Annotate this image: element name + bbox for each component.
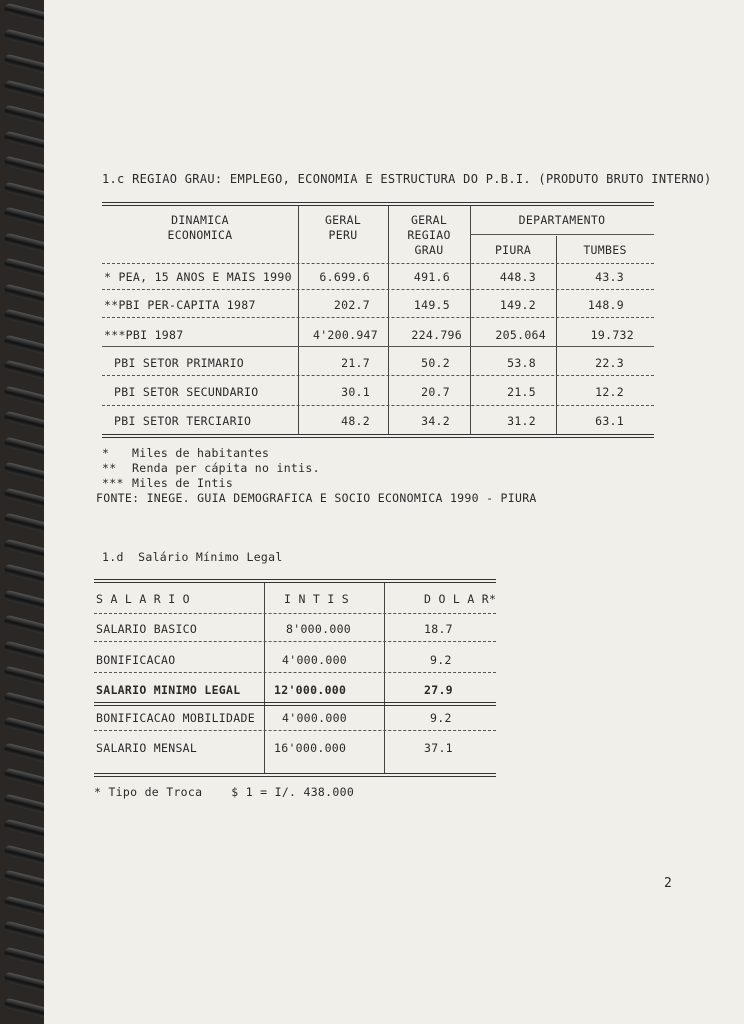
salary-label: BONIFICACAO MOBILIDADE [96, 711, 255, 725]
row-piura: 448.3 [499, 270, 536, 284]
salary-label: BONIFICACAO [96, 653, 176, 667]
row-tumbes: 19.732 [590, 328, 634, 342]
row-peru: 202.7 [333, 298, 370, 312]
row-peru: 30.1 [341, 385, 370, 399]
row-grau: 491.6 [413, 270, 450, 284]
note-text: Miles de habitantes [132, 446, 270, 460]
header-economica: ECONOMICA [167, 228, 233, 242]
source-note: FONTE: INEGE. GUIA DEMOGRAFICA E SOCIO ECONOMICA 1990 - PIURA [96, 491, 537, 505]
row-grau: 34.2 [421, 414, 450, 428]
section-title-1d: 1.d Salário Mínimo Legal [102, 550, 283, 564]
row-label: ***PBI 1987 [104, 328, 184, 342]
header-intis: I N T I S [284, 592, 350, 606]
row-label: PBI SETOR PRIMARIO [114, 356, 245, 370]
row-grau: 20.7 [421, 385, 450, 399]
salary-dolar: 18.7 [424, 622, 453, 636]
salary-intis: 16'000.000 [274, 741, 347, 755]
salary-dolar: 27.9 [424, 683, 453, 697]
exchange-footnote: * Tipo de Troca $ 1 = I/. 438.000 [94, 785, 355, 799]
row-tumbes: 22.3 [595, 356, 624, 370]
header-departamento: DEPARTAMENTO [518, 213, 606, 227]
note-text: Miles de Intis [132, 476, 234, 490]
salary-label: SALARIO BASICO [96, 622, 198, 636]
row-peru: 6.699.6 [319, 270, 370, 284]
header-salario: S A L A R I O [96, 592, 190, 606]
salary-dolar: 9.2 [430, 653, 452, 667]
row-piura: 21.5 [507, 385, 536, 399]
row-label: PBI SETOR SECUNDARIO [114, 385, 259, 399]
row-tumbes: 63.1 [595, 414, 624, 428]
note-mark: *** [102, 476, 124, 490]
document-page [44, 0, 744, 1024]
row-grau: 50.2 [421, 356, 450, 370]
header-dinamica: DINAMICA [171, 213, 229, 227]
header-geral-peru-2: PERU [328, 228, 358, 242]
salary-label: SALARIO MENSAL [96, 741, 198, 755]
salary-intis: 4'000.000 [282, 653, 348, 667]
row-grau: 224.796 [411, 328, 462, 342]
row-grau: 149.5 [413, 298, 450, 312]
salary-intis: 4'000.000 [282, 711, 348, 725]
header-geral-peru-1: GERAL [324, 213, 362, 227]
header-piura: PIURA [494, 243, 532, 257]
row-peru: 21.7 [341, 356, 370, 370]
page-number: 2 [664, 876, 673, 891]
row-peru: 48.2 [341, 414, 370, 428]
salary-intis: 12'000.000 [274, 683, 347, 697]
header-geral-grau-3: GRAU [414, 243, 444, 257]
row-tumbes: 12.2 [595, 385, 624, 399]
section-title-1c: 1.c REGIAO GRAU: EMPLEGO, ECONOMIA E ESTRUCTURA DO P.B.I. (PRODUTO BRUTO INTERNO) [102, 172, 712, 186]
note-text: Renda per cápita no intis. [132, 461, 320, 475]
row-label: **PBI PER-CAPITA 1987 [104, 298, 256, 312]
row-label: PBI SETOR TERCIARIO [114, 414, 252, 428]
row-tumbes: 148.9 [587, 298, 624, 312]
row-piura: 149.2 [499, 298, 536, 312]
note-mark: ** [102, 461, 117, 475]
note-mark: * [102, 446, 110, 460]
row-piura: 53.8 [507, 356, 536, 370]
salary-intis: 8'000.000 [286, 622, 352, 636]
row-peru: 4'200.947 [312, 328, 378, 342]
row-label: * PEA, 15 ANOS E MAIS 1990 [104, 270, 292, 284]
header-geral-grau-1: GERAL [410, 213, 448, 227]
header-dolar: D O L A R* [424, 592, 497, 606]
row-tumbes: 43.3 [595, 270, 624, 284]
header-geral-grau-2: REGIAO [407, 228, 451, 242]
row-piura: 31.2 [507, 414, 536, 428]
header-tumbes: TUMBES [583, 243, 627, 257]
salary-label: SALARIO MINIMO LEGAL [96, 683, 241, 697]
salary-dolar: 37.1 [424, 741, 453, 755]
row-piura: 205.064 [495, 328, 546, 342]
salary-dolar: 9.2 [430, 711, 452, 725]
